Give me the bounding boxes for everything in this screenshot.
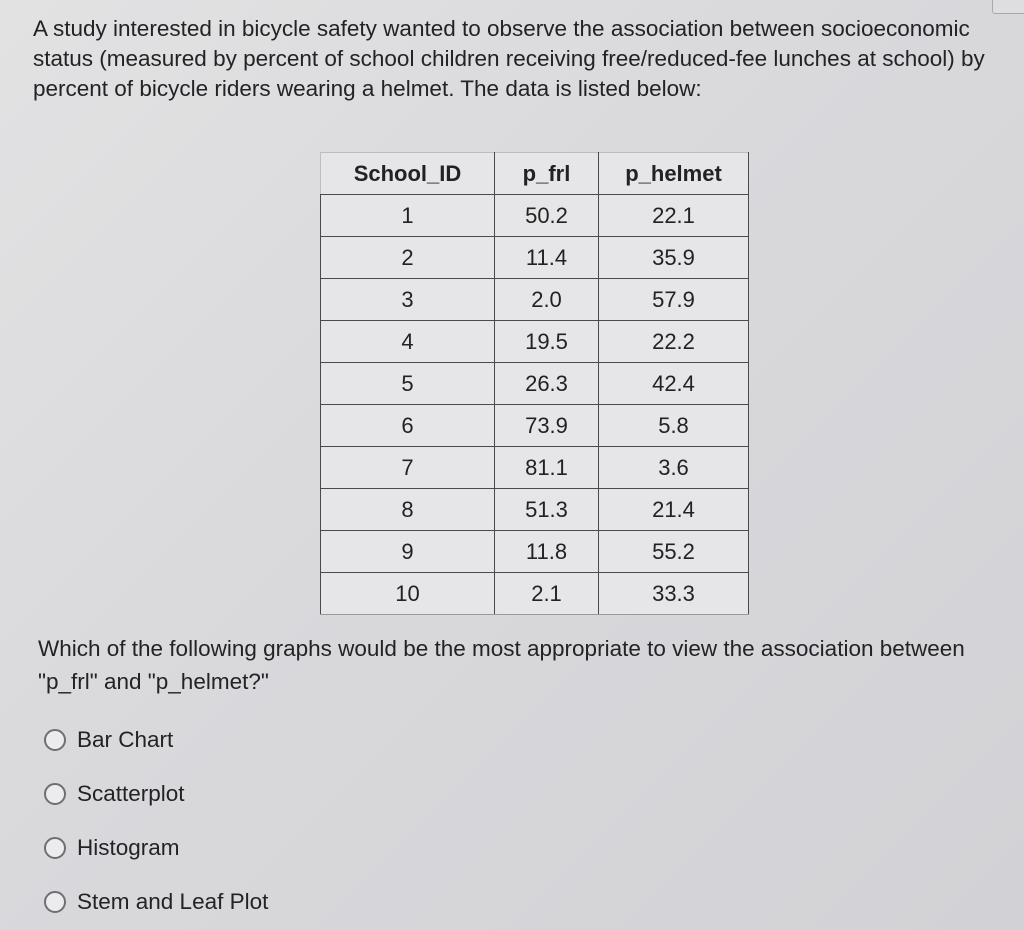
p-helmet-cell: 42.4 bbox=[599, 363, 749, 405]
table-row bbox=[321, 405, 749, 447]
header-p-helmet: p_helmet bbox=[599, 153, 749, 195]
p-frl-cell: 2.0 bbox=[495, 279, 599, 321]
option-stem-and-leaf-plot[interactable] bbox=[44, 875, 268, 929]
table-row bbox=[321, 489, 749, 531]
intro-text: A study interested in bicycle safety wanted to observe the association between socioeconomic status (measured by percent of school children receiving free/reduced-fee lunches at school) by percent of bicycle riders wearing a helmet. The data is listed below: bbox=[33, 16, 985, 101]
p-frl-cell: 11.4 bbox=[495, 237, 599, 279]
option-scatterplot[interactable] bbox=[44, 767, 268, 821]
p-helmet-cell: 35.9 bbox=[599, 237, 749, 279]
option-label: Bar Chart bbox=[77, 727, 174, 752]
p-frl-cell: 73.9 bbox=[495, 405, 599, 447]
p-helmet-cell: 22.1 bbox=[599, 195, 749, 237]
p-helmet-cell: 5.8 bbox=[599, 405, 749, 447]
school-id-cell: 3 bbox=[321, 279, 495, 321]
table-row bbox=[321, 531, 749, 573]
p-frl-cell: 2.1 bbox=[495, 573, 599, 615]
p-helmet-cell: 57.9 bbox=[599, 279, 749, 321]
table-header-row bbox=[321, 153, 749, 195]
school-id-cell: 4 bbox=[321, 321, 495, 363]
question-text: Which of the following graphs would be the most appropriate to view the association between "p_frl" and "p_helmet?" bbox=[38, 636, 965, 694]
school-id-cell: 5 bbox=[321, 363, 495, 405]
table-row bbox=[321, 195, 749, 237]
data-table bbox=[320, 152, 749, 615]
radio-button[interactable] bbox=[44, 837, 66, 859]
p-frl-cell: 50.2 bbox=[495, 195, 599, 237]
school-id-cell: 8 bbox=[321, 489, 495, 531]
p-frl-cell: 11.8 bbox=[495, 531, 599, 573]
table-row bbox=[321, 237, 749, 279]
p-frl-cell: 81.1 bbox=[495, 447, 599, 489]
table-row bbox=[321, 363, 749, 405]
p-helmet-cell: 33.3 bbox=[599, 573, 749, 615]
option-histogram[interactable] bbox=[44, 821, 268, 875]
p-frl-cell: 26.3 bbox=[495, 363, 599, 405]
p-helmet-cell: 21.4 bbox=[599, 489, 749, 531]
p-frl-cell: 51.3 bbox=[495, 489, 599, 531]
option-label: Histogram bbox=[77, 835, 180, 860]
corner-box bbox=[992, 0, 1024, 14]
radio-button[interactable] bbox=[44, 783, 66, 805]
header-p-frl: p_frl bbox=[495, 153, 599, 195]
table-row bbox=[321, 321, 749, 363]
p-frl-cell: 19.5 bbox=[495, 321, 599, 363]
option-label: Scatterplot bbox=[77, 781, 185, 806]
p-helmet-cell: 3.6 bbox=[599, 447, 749, 489]
school-id-cell: 7 bbox=[321, 447, 495, 489]
table-row bbox=[321, 279, 749, 321]
school-id-cell: 1 bbox=[321, 195, 495, 237]
school-id-cell: 10 bbox=[321, 573, 495, 615]
radio-button[interactable] bbox=[44, 891, 66, 913]
header-school-id: School_ID bbox=[321, 153, 495, 195]
option-bar-chart[interactable] bbox=[44, 713, 268, 767]
radio-button[interactable] bbox=[44, 729, 66, 751]
table-row bbox=[321, 573, 749, 615]
table-row bbox=[321, 447, 749, 489]
school-id-cell: 6 bbox=[321, 405, 495, 447]
answer-options bbox=[44, 713, 268, 929]
school-id-cell: 2 bbox=[321, 237, 495, 279]
school-id-cell: 9 bbox=[321, 531, 495, 573]
option-label: Stem and Leaf Plot bbox=[77, 889, 269, 914]
p-helmet-cell: 55.2 bbox=[599, 531, 749, 573]
p-helmet-cell: 22.2 bbox=[599, 321, 749, 363]
